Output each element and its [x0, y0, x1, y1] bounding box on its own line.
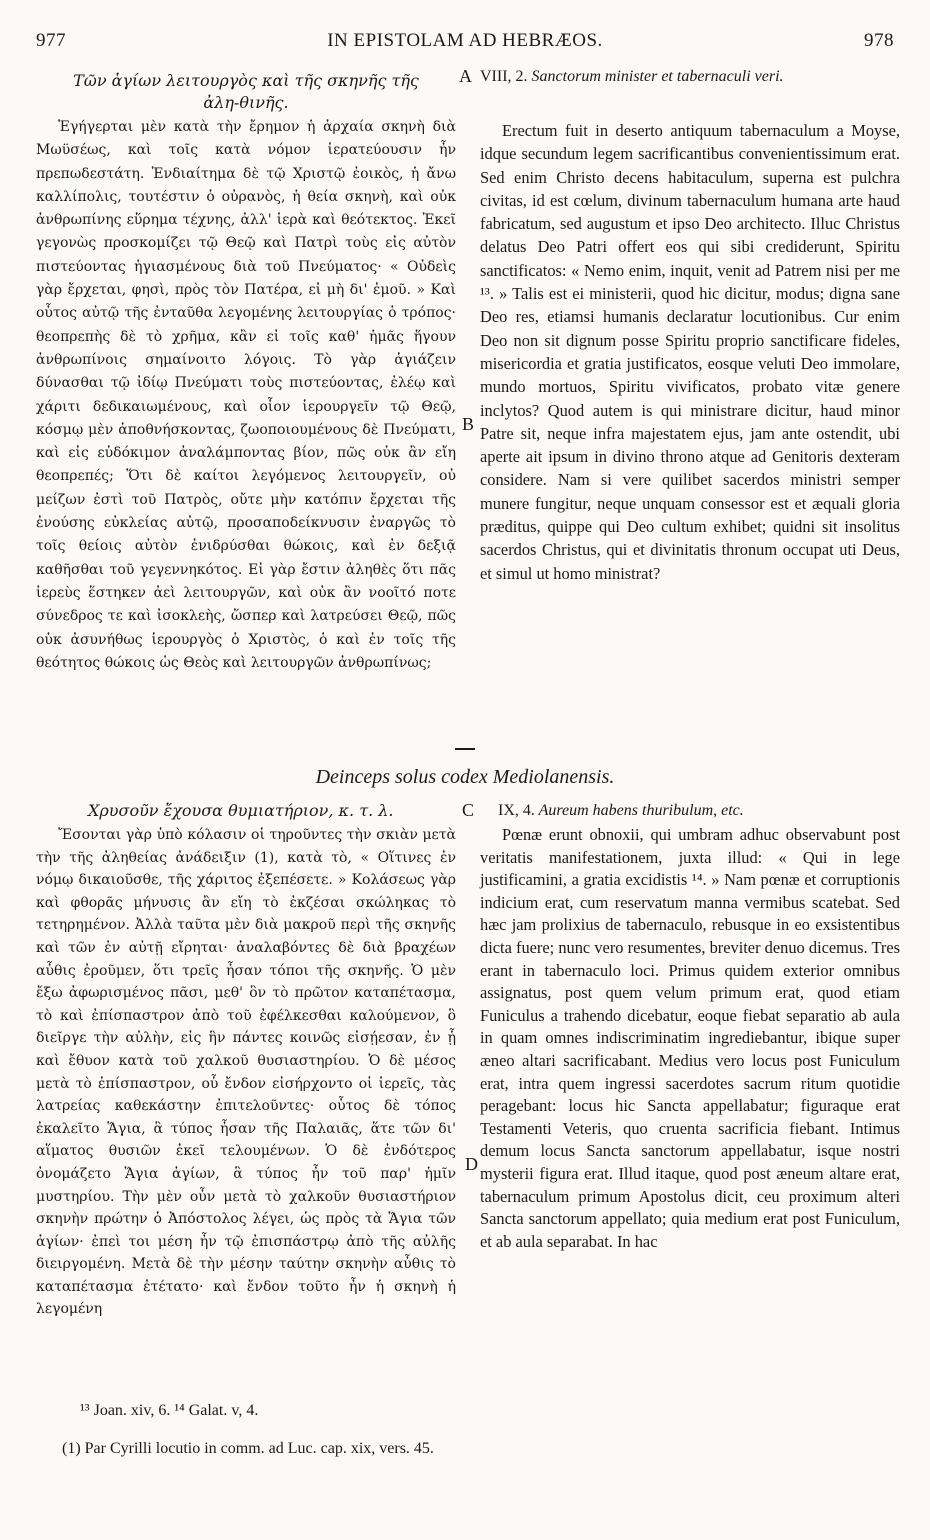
latin-section-number: VIII, 2. — [480, 68, 528, 85]
margin-marker-a: A — [459, 66, 472, 86]
page-number-right: 978 — [864, 30, 894, 51]
latin-section-heading: Sanctorum minister et tabernaculi veri. — [531, 68, 784, 85]
latin-section-title-2 — [480, 800, 900, 822]
greek-column-2 — [36, 800, 456, 1321]
greek-section-title: Τῶν ἁγίων λειτουργὸς καὶ τῆς σκηνῆς τῆς ἀλη-θινῆς. — [73, 71, 419, 112]
latin-section-number-2: IX, 4. — [498, 802, 535, 819]
latin-paragraph: Erectum fuit in deserto antiquum tabernaculum a Moyse, idque secundum legem sacrificantibus convenientissimum erat. Sed enim Christo decens habitaculum, superna est pulchra civitas, id est cœlum, divinum tabernaculum humana arte haud fabricatum, sed augustum et ipso Deo architecto. Illuc Christus delatus Deo Patri offert eos qui sibi crediderunt, Spiritu sanctificatos: « Nemo enim, inquit, venit ad Patrem nisi per me ¹³. » Talis est ei ministerii, quod hic dicitur, modus; digna sane Deo res, etiamsi humanis declaratur locutionibus. Cur enim Deo non sit dignum posse Spiritu proprio sanctificare fideles, misericordia et gratia justificatos, eosque veluti Deo immolare, mundo mortuos, Spiritu vivificatos, probato vitæ genere inclytos? Quod autem is qui ministrare dicitur, haud minor Patre sit, neque infra majestatem ejus, jam ante ostendit, ubi aperte ait ipsum in divino throno atque ad Genitoris dexteram considere. Nam si vere quilibet sacerdos ministri semper munere fungitur, neque unquam consessor est et æquali gloria præditus, quippe qui Deo cultum exhibet; quidni sit insolitus sacerdos Christus, qui et divinitatis thronum occupat uti Deus, et simul ut homo ministrat? — [480, 121, 900, 583]
latin-column-1 — [480, 66, 900, 585]
margin-marker-b: B — [462, 414, 475, 434]
latin-section-title — [480, 66, 900, 88]
running-title: IN EPISTOLAM AD HEBRÆOS. — [327, 30, 603, 51]
greek-paragraph: Ἐγήγερται μὲν κατὰ τὴν ἔρημον ἡ ἀρχαία σκηνὴ διὰ Μωϋσέως, καὶ τοῖς κατὰ νόμον ἱερατεύουσιν ἦν πρεπωδεστάτη. Ἐνδιαίτημα δὲ τῷ Χριστῷ ἐοικὸς, ἡ ἄνω καλλίπολις, τουτέστιν ὁ οὐρανὸς, ἡ θεία σκηνὴ, καὶ οὐκ ἀνθρωπίνης εὕρημα τέχνης, ἀλλ' ἱερὰ καὶ θεότεκτος. Ἐκεῖ γεγονὼς προσκομίζει τῷ Θεῷ καὶ Πατρὶ τοὺς εἰς αὐτὸν πιστεύοντας ἡγιασμένους διὰ τοῦ Πνεύματος· « Οὐδεὶς γὰρ ἔρχεται, φησὶ, πρὸς τὸν Πατέρα, εἰ μὴ δι' ἐμοῦ. » Καὶ οὗτος αὐτῷ τῆς ἐνταῦθα λεγομένης λειτουργίας ὁ τρόπος· θεοπρεπὴς δὲ τὸ χρῆμα, κἂν εἰ τοῖς καθ' ἡμᾶς ἥγουν ἀνθρωπίνοις σημαίνοιτο λόγοις. Τὸ γὰρ ἁγιάζειν δύνασθαι τῷ ἰδίῳ Πνεύματι τοὺς πιστεύοντας, ἐλέῳ καὶ χάριτι δεδικαιωμένους, καὶ οἷον ἱερουργεῖν τῷ Θεῷ, κόσμῳ μὲν ἀποθνήσκοντας, ζωοποιουμένους δὲ Πνεύματι, καὶ εἰς εὐδόκιμον ἀναλάμποντας βίον, πῶς οὐκ ἂν εἴη θεοπρεπές; Ὅτι δὲ καίτοι λεγόμενος λειτουργεῖν, οὐ μείζων ἐστὶ τοῦ Πατρὸς, οὔτε μὴν κατόπιν ἔρχεται τῆς ἐνούσης εὐκλείας αὐτῷ, προσαποδείκνυσιν ἐναργῶς τὸ τοῖς θείοις αὐτὸν ἐνιδρύσθαι θώκοις, καὶ ἐν δεξιᾷ καθῆσθαι τοῦ γεγεννηκότος. Εἰ γὰρ ἔστιν ἀληθὲς ὅτι πᾶς ἱερεὺς ἕστηκεν ἀεὶ λειτουργῶν, καὶ οὐκ ἂν νοοῖτό ποτε σύνεδρος τε καὶ ἰσοκλεὴς, ὥσπερ καὶ λατρεύσει Θεῷ, πῶς οὐκ ἀσυνήθως ἱερουργὸς ὁ Χριστὸς, ὁ καὶ ἐν τοῖς τῆς θεότητος θώκοις ὡς Θεὸς καὶ λειτουργῶν ἀνθρωπίνως; — [36, 119, 456, 671]
greek-section-title-2: Χρυσοῦν ἔχουσα θυμιατήριον, κ. τ. λ. — [88, 801, 394, 820]
page-header — [36, 30, 894, 56]
greek-paragraph-2: Ἔσονται γὰρ ὑπὸ κόλασιν οἱ τηροῦντες τὴν σκιὰν μετὰ τὴν τῆς ἀληθείας ἀνάδειξιν (1), κατὰ τὸ, « Οἵτινες ἐν νόμῳ δικαιοῦσθε, τῆς χάριτος ἐξεπέσετε. » Κολάσεως γὰρ καὶ φθορᾶς μήνυσις ἂν εἴη τὸ ἐκζέσαι σκώληκας τὸ τετηρημένον. Ἀλλὰ ταῦτα μὲν διὰ μακροῦ περὶ τῆς σκηνῆς καὶ τῶν ἐν αὐτῇ εἴρηται· ἀναλαβόντες δὲ διὰ βραχέων αὖθις ἐροῦμεν, ὅτι τρεῖς ἦσαν τόποι τῆς σκηνῆς. Ὁ μὲν ἔξω ἀφωρισμένος πᾶσι, μεθ' ὃν τὸ πρῶτον καταπέτασμα, τὸ καὶ ἐπίσπαστρον ἀπὸ τοῦ ἐφέλκεσθαι καλούμενον, ὃ διεῖργε τὴν αὐλὴν, εἰς ἣν πάντες κοινῶς εἰσῄεσαν, ἐν ᾗ καὶ ἔθυον κατὰ τοῦ χαλκοῦ θυσιαστηρίου. Ὁ δὲ μέσος μετὰ τὸ ἐπίσπαστρον, οὗ ἔνδον εἰσήρχοντο οἱ ἱερεῖς, τὰς λατρείας καθεκάστην ἐπιτελοῦντες· οὗτος δὲ τόπος ἐκαλεῖτο Ἅγια, ἃ τύπος ἦσαν τῆς Παλαιᾶς, ἅτε τῶν δι' αἵματος θυσιῶν ἐκεῖ τελουμένων. Ὁ δὲ ἐνδότερος ὀνομάζετο Ἅγια ἁγίων, ἃ τύπος ἦν τοῦ παρ' ἡμῖν μυστηρίου. Τὴν μὲν οὖν μετὰ τὸ χαλκοῦν θυσιαστήριον σκηνὴν πρώτην ὁ Ἀπόστολος λέγει, ὡς πρὸς τὰ Ἅγια τῶν ἁγίων· ἐπεὶ τοι μέση ἦν τῷ ἐπισπάστρῳ ἀπὸ τῆς αὐλῆς διειργομένη. Μετὰ δὲ τὴν μέσην ταύτην σκηνὴν αὖθις τὸ καταπέτασμα ἐτέτατο· καὶ ἔνδον τοῦτο ἦν ἡ σκηνὴ ἡ λεγομένη — [36, 827, 456, 1318]
page-number-left: 977 — [36, 30, 66, 51]
margin-marker-d: D — [465, 1154, 478, 1174]
margin-marker-c: C — [462, 800, 475, 820]
section-divider — [455, 748, 475, 750]
footnote-divider — [60, 1432, 870, 1433]
latin-section-heading-2: Aureum habens thuribulum, etc. — [538, 802, 744, 819]
codex-note-title: Deinceps solus codex Mediolanensis. — [315, 766, 615, 788]
latin-column-2 — [480, 800, 900, 1253]
latin-paragraph-2: Pœnæ erunt obnoxii, qui umbram adhuc observabunt post veritatis manifestationem, juxta illud: « Qui in lege justificamini, a gratia excidistis ¹⁴. » Nam pœnæ et corruptionis indicium erat, cum reservatum manna vermibus scatebat. Sed hæc jam prolixius de tabernaculo, rebusque in eo exsistentibus dicta fuere; nunc vero resumentes, breviter denuo dicemus. Tres erant in tabernaculo loci. Primus quidem exterior omnibus assignatus, post quem velum primum erat, quod etiam Funiculus a trahendo dicebatur, eoque fiebat separatio ab aula in quam omnes indiscriminatim ingrediebantur, ibique super æneo altari sacrificabant. Medius vero locus post Funiculum erat, intra quem ingressi sacerdotes sacrum ritum quotidie peragebant: locus hic Sancta appellabatur; figuraque erat Testamenti Veteris, quo cruenta sacrificia fiebant. Intimus demum locus Sancta sanctorum appellabatur, isque nostri mysterii figura erat. Illud itaque, quod post æneum altare erat, tabernaculum primum Apostolus dicit, ceu proximum alteri Sancta sanctorum appellato; quia medium erat post Funiculum, et ab aula separabat. In hac — [480, 825, 900, 1251]
footnote-editorial: (1) Par Cyrilli locutio in comm. ad Luc. cap. xix, vers. 45. — [62, 1440, 434, 1457]
greek-column-1 — [36, 70, 456, 675]
footnote-references: ¹³ Joan. xiv, 6. ¹⁴ Galat. v, 4. — [80, 1402, 259, 1419]
